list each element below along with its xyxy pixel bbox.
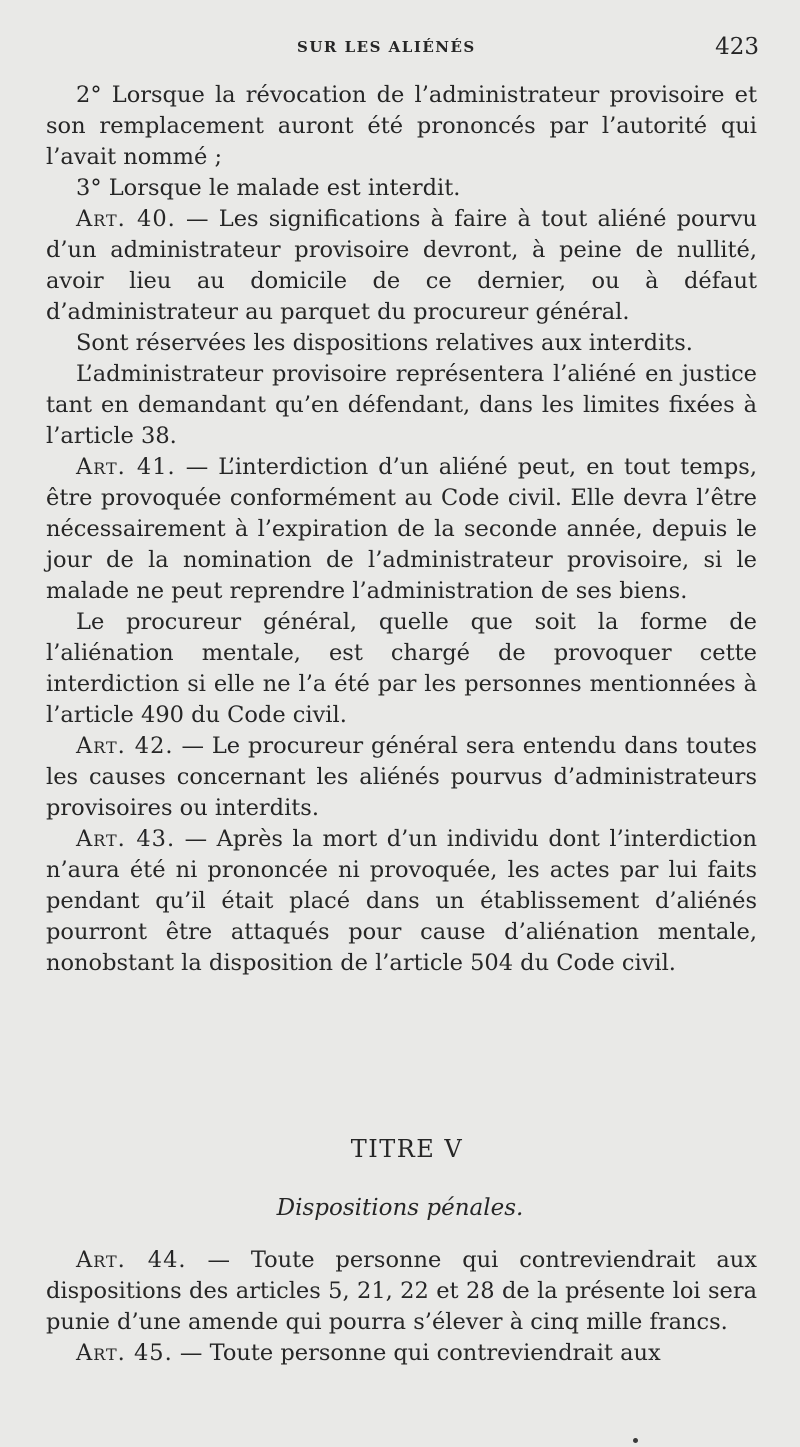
paragraph: 2° Lorsque la révocation de l’administrateur provisoire et son remplacement auront été prononcés par l’autorité qui l’avait nommé ; bbox=[46, 82, 757, 170]
article-42: Art. 42. — Le procureur général sera entendu dans toutes les causes concernant les aliénés pourvus d’administrateurs provisoires ou interdits. bbox=[46, 733, 757, 821]
body-text-penal bbox=[46, 1245, 757, 1369]
section-title-block bbox=[0, 1135, 800, 1163]
page-header bbox=[0, 34, 800, 68]
article-label: Art. 45. bbox=[76, 1340, 173, 1366]
ink-speck bbox=[633, 1438, 638, 1443]
article-label: Art. 40. bbox=[76, 206, 176, 232]
article-label: Art. 42. bbox=[76, 733, 174, 759]
article-label: Art. 43. bbox=[76, 826, 176, 852]
article-label: Art. 44. bbox=[76, 1247, 187, 1273]
article-45: Art. 45. — Toute personne qui contreviendrait aux bbox=[76, 1340, 661, 1366]
paragraph: 3° Lorsque le malade est interdit. bbox=[76, 175, 461, 201]
article-44: Art. 44. — Toute personne qui contreviendrait aux dispositions des articles 5, 21, 22 et 28 de la présente loi sera punie d’une amende qui pourra s’élever à cinq mille francs. bbox=[46, 1247, 757, 1335]
page-number: 423 bbox=[715, 34, 759, 60]
article-43: Art. 43. — Après la mort d’un individu dont l’interdiction n’aura été ni prononcée ni provoquée, les actes par lui faits pendant qu’il était placé dans un établissement d’aliénés pourront être attaqués pour cause d’aliénation mentale, nonobstant la disposition de l’article 504 du Code civil. bbox=[46, 826, 757, 976]
section-subtitle: Dispositions pénales. bbox=[276, 1195, 524, 1221]
running-head: SUR LES ALIÉNÉS bbox=[297, 38, 476, 56]
article-40: Art. 40. — Les significations à faire à tout aliéné pourvu d’un administrateur provisoire devront, à peine de nullité, avoir lieu au domicile de ce dernier, ou à défaut d’administrateur au parquet du procureur général. bbox=[46, 206, 757, 325]
paragraph: Le procureur général, quelle que soit la forme de l’aliénation mentale, est chargé de provoquer cette interdiction si elle ne l’a été par les personnes mentionnées à l’article 490 du Code civil. bbox=[46, 609, 757, 728]
article-41: Art. 41. — L’interdiction d’un aliéné peut, en tout temps, être provoquée conformément au Code civil. Elle devra l’être nécessairement à l’expiration de la seconde année, depuis le jour de la nomination de l’administrateur provisoire, si le malade ne peut reprendre l’administration de ses biens. bbox=[46, 454, 757, 604]
body-text bbox=[46, 80, 757, 979]
article-label: Art. 41. bbox=[76, 454, 176, 480]
paragraph: Sont réservées les dispositions relatives aux interdits. bbox=[76, 330, 693, 356]
section-title: TITRE V bbox=[350, 1135, 464, 1163]
paragraph: L’administrateur provisoire représentera l’aliéné en justice tant en demandant qu’en défendant, dans les limites fixées à l’article 38. bbox=[46, 361, 757, 449]
